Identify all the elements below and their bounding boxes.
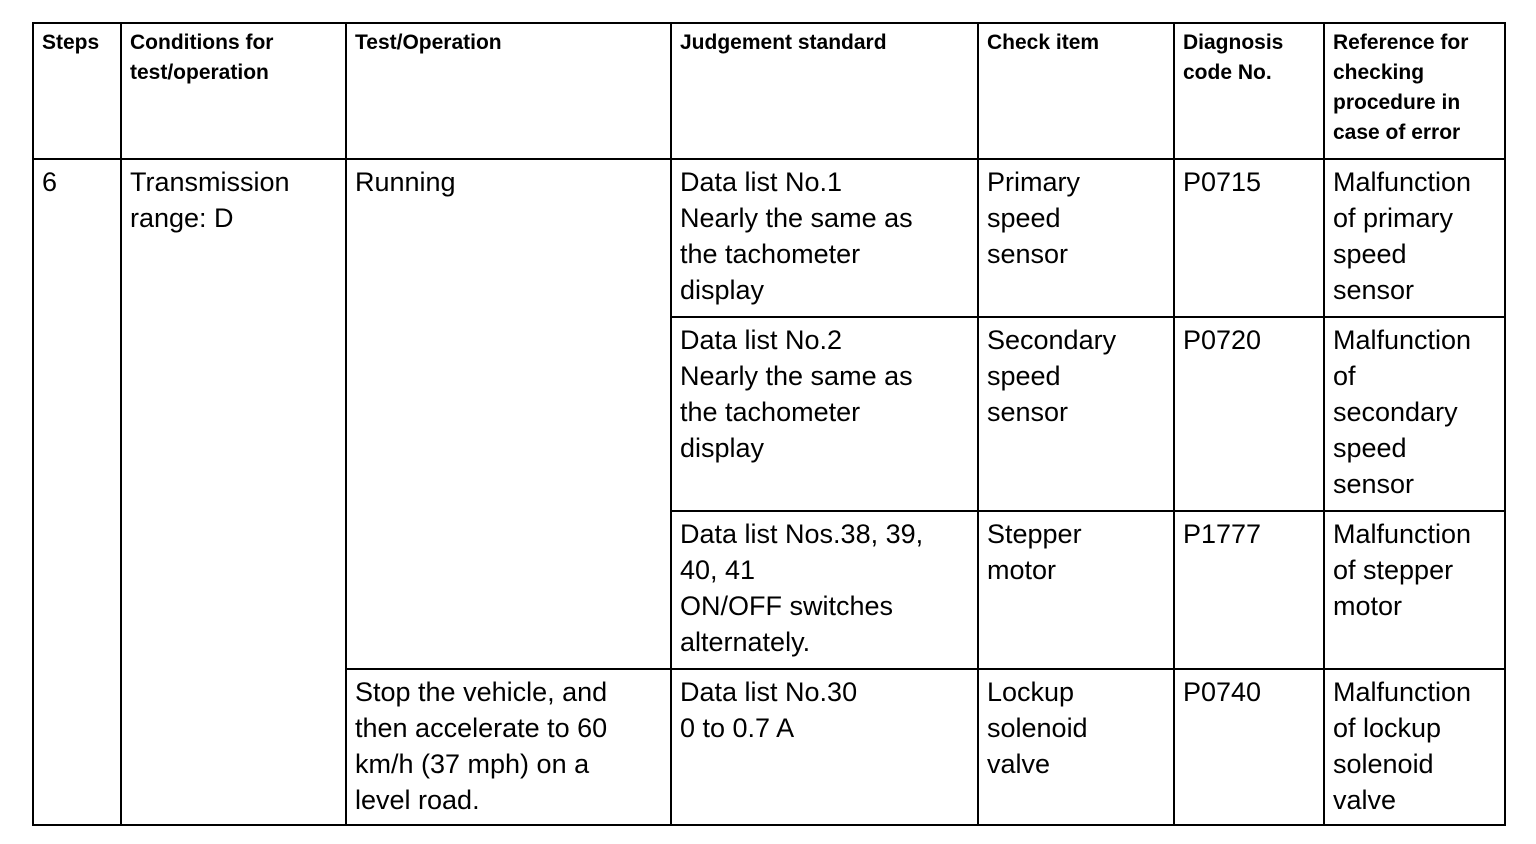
reference-cell: Malfunction of primary speed sensor [1324,159,1505,317]
step-number-cell: 6 [33,159,121,825]
diagnosis-code-cell: P0715 [1174,159,1324,317]
operation-stop-accelerate-cell: Stop the vehicle, and then accelerate to 60 km/h (37 mph) on a level road. [346,669,671,825]
check-item-cell: Primary speed sensor [978,159,1174,317]
diagnosis-code-cell: P0720 [1174,317,1324,511]
header-judgement-standard: Judgement standard [671,23,978,159]
header-check-item: Check item [978,23,1174,159]
judgement-cell: Data list Nos.38, 39, 40, 41 ON/OFF switches alternately. [671,511,978,669]
check-item-cell: Stepper motor [978,511,1174,669]
diagnosis-code-cell: P0740 [1174,669,1324,825]
header-diagnosis-code: Diagnosis code No. [1174,23,1324,159]
check-item-cell: Lockup solenoid valve [978,669,1174,825]
header-reference: Reference for checking procedure in case of error [1324,23,1505,159]
header-conditions: Conditions for test/operation [121,23,346,159]
condition-cell: Transmission range: D [121,159,346,825]
reference-cell: Malfunction of stepper motor [1324,511,1505,669]
operation-running-cell: Running [346,159,671,669]
judgement-cell: Data list No.30 0 to 0.7 A [671,669,978,825]
judgement-cell: Data list No.2 Nearly the same as the tachometer display [671,317,978,511]
diagnosis-code-cell: P1777 [1174,511,1324,669]
reference-cell: Malfunction of secondary speed sensor [1324,317,1505,511]
judgement-cell: Data list No.1 Nearly the same as the tachometer display [671,159,978,317]
header-steps: Steps [33,23,121,159]
diagnosis-table [32,22,1506,826]
check-item-cell: Secondary speed sensor [978,317,1174,511]
reference-cell: Malfunction of lockup solenoid valve [1324,669,1505,825]
header-test-operation: Test/Operation [346,23,671,159]
header-row [33,23,1505,159]
table-row [33,159,1505,317]
